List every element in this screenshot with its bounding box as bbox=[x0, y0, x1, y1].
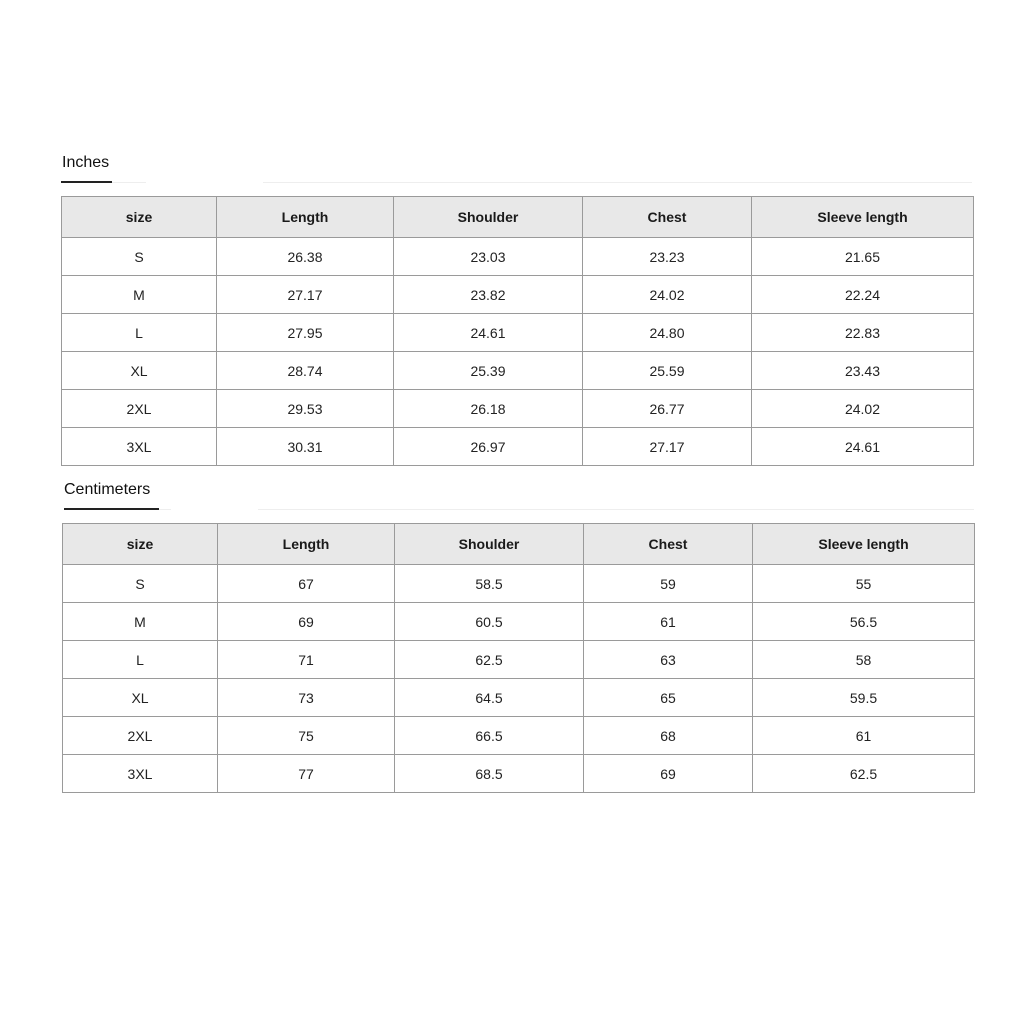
centimeters-tab-title[interactable]: Centimeters bbox=[64, 481, 151, 498]
table-row bbox=[63, 603, 975, 641]
table-row bbox=[63, 755, 975, 793]
shoulder-cell: 58.5 bbox=[395, 565, 584, 603]
centimeters-tab-underline bbox=[64, 508, 159, 510]
size-cell: S bbox=[63, 565, 218, 603]
size-cell: 2XL bbox=[62, 390, 217, 428]
length-cell: 73 bbox=[218, 679, 395, 717]
chest-cell: 59 bbox=[584, 565, 753, 603]
table-row bbox=[63, 717, 975, 755]
sleeve-length-cell: 56.5 bbox=[753, 603, 975, 641]
size-cell: L bbox=[62, 314, 217, 352]
size-cell: 2XL bbox=[63, 717, 218, 755]
chest-cell: 26.77 bbox=[583, 390, 752, 428]
size-cell: 3XL bbox=[62, 428, 217, 466]
length-cell: 28.74 bbox=[217, 352, 394, 390]
shoulder-cell: 66.5 bbox=[395, 717, 584, 755]
sleeve-length-cell: 23.43 bbox=[752, 352, 974, 390]
inches-header-sleeve-length: Sleeve length bbox=[752, 197, 974, 238]
centimeters-header-shoulder: Shoulder bbox=[395, 524, 584, 565]
centimeters-header-size: size bbox=[63, 524, 218, 565]
length-cell: 26.38 bbox=[217, 238, 394, 276]
chest-cell: 63 bbox=[584, 641, 753, 679]
inches-header-shoulder: Shoulder bbox=[394, 197, 583, 238]
inches-tab-underline bbox=[61, 181, 112, 183]
centimeters-tab-divider-long bbox=[258, 509, 974, 510]
length-cell: 30.31 bbox=[217, 428, 394, 466]
chest-cell: 27.17 bbox=[583, 428, 752, 466]
inches-tab-header bbox=[0, 150, 1024, 196]
chest-cell: 68 bbox=[584, 717, 753, 755]
shoulder-cell: 60.5 bbox=[395, 603, 584, 641]
inches-size-table bbox=[61, 196, 974, 466]
shoulder-cell: 23.82 bbox=[394, 276, 583, 314]
sleeve-length-cell: 22.83 bbox=[752, 314, 974, 352]
length-cell: 77 bbox=[218, 755, 395, 793]
centimeters-tab-divider bbox=[159, 509, 171, 510]
centimeters-header-row bbox=[63, 524, 975, 565]
shoulder-cell: 26.97 bbox=[394, 428, 583, 466]
sleeve-length-cell: 61 bbox=[753, 717, 975, 755]
table-row bbox=[63, 641, 975, 679]
chest-cell: 69 bbox=[584, 755, 753, 793]
inches-tab-divider-long bbox=[263, 182, 972, 183]
shoulder-cell: 64.5 bbox=[395, 679, 584, 717]
centimeters-tab-header bbox=[0, 477, 1024, 523]
length-cell: 75 bbox=[218, 717, 395, 755]
sleeve-length-cell: 55 bbox=[753, 565, 975, 603]
size-cell: M bbox=[63, 603, 218, 641]
sleeve-length-cell: 22.24 bbox=[752, 276, 974, 314]
inches-tab-title[interactable]: Inches bbox=[62, 154, 110, 171]
length-cell: 27.95 bbox=[217, 314, 394, 352]
inches-header-size: size bbox=[62, 197, 217, 238]
chest-cell: 24.80 bbox=[583, 314, 752, 352]
centimeters-header-sleeve-length: Sleeve length bbox=[753, 524, 975, 565]
shoulder-cell: 24.61 bbox=[394, 314, 583, 352]
size-cell: XL bbox=[62, 352, 217, 390]
table-row bbox=[62, 276, 974, 314]
table-row bbox=[62, 428, 974, 466]
shoulder-cell: 25.39 bbox=[394, 352, 583, 390]
shoulder-cell: 26.18 bbox=[394, 390, 583, 428]
sleeve-length-cell: 62.5 bbox=[753, 755, 975, 793]
size-cell: XL bbox=[63, 679, 218, 717]
length-cell: 29.53 bbox=[217, 390, 394, 428]
table-row bbox=[63, 679, 975, 717]
chest-cell: 24.02 bbox=[583, 276, 752, 314]
length-cell: 69 bbox=[218, 603, 395, 641]
size-cell: M bbox=[62, 276, 217, 314]
chest-cell: 23.23 bbox=[583, 238, 752, 276]
centimeters-header-length: Length bbox=[218, 524, 395, 565]
table-row bbox=[62, 314, 974, 352]
inches-tab-divider bbox=[112, 182, 146, 183]
length-cell: 67 bbox=[218, 565, 395, 603]
chest-cell: 65 bbox=[584, 679, 753, 717]
table-row bbox=[63, 565, 975, 603]
sleeve-length-cell: 59.5 bbox=[753, 679, 975, 717]
size-cell: S bbox=[62, 238, 217, 276]
sleeve-length-cell: 21.65 bbox=[752, 238, 974, 276]
shoulder-cell: 62.5 bbox=[395, 641, 584, 679]
sleeve-length-cell: 24.61 bbox=[752, 428, 974, 466]
sleeve-length-cell: 58 bbox=[753, 641, 975, 679]
shoulder-cell: 23.03 bbox=[394, 238, 583, 276]
length-cell: 71 bbox=[218, 641, 395, 679]
table-row bbox=[62, 238, 974, 276]
inches-header-chest: Chest bbox=[583, 197, 752, 238]
centimeters-header-chest: Chest bbox=[584, 524, 753, 565]
chest-cell: 61 bbox=[584, 603, 753, 641]
chest-cell: 25.59 bbox=[583, 352, 752, 390]
inches-header-length: Length bbox=[217, 197, 394, 238]
inches-section bbox=[0, 150, 1024, 455]
size-cell: 3XL bbox=[63, 755, 218, 793]
centimeters-size-table bbox=[62, 523, 975, 793]
inches-header-row bbox=[62, 197, 974, 238]
centimeters-section bbox=[0, 477, 1024, 782]
table-row bbox=[62, 390, 974, 428]
size-cell: L bbox=[63, 641, 218, 679]
table-row bbox=[62, 352, 974, 390]
length-cell: 27.17 bbox=[217, 276, 394, 314]
shoulder-cell: 68.5 bbox=[395, 755, 584, 793]
sleeve-length-cell: 24.02 bbox=[752, 390, 974, 428]
